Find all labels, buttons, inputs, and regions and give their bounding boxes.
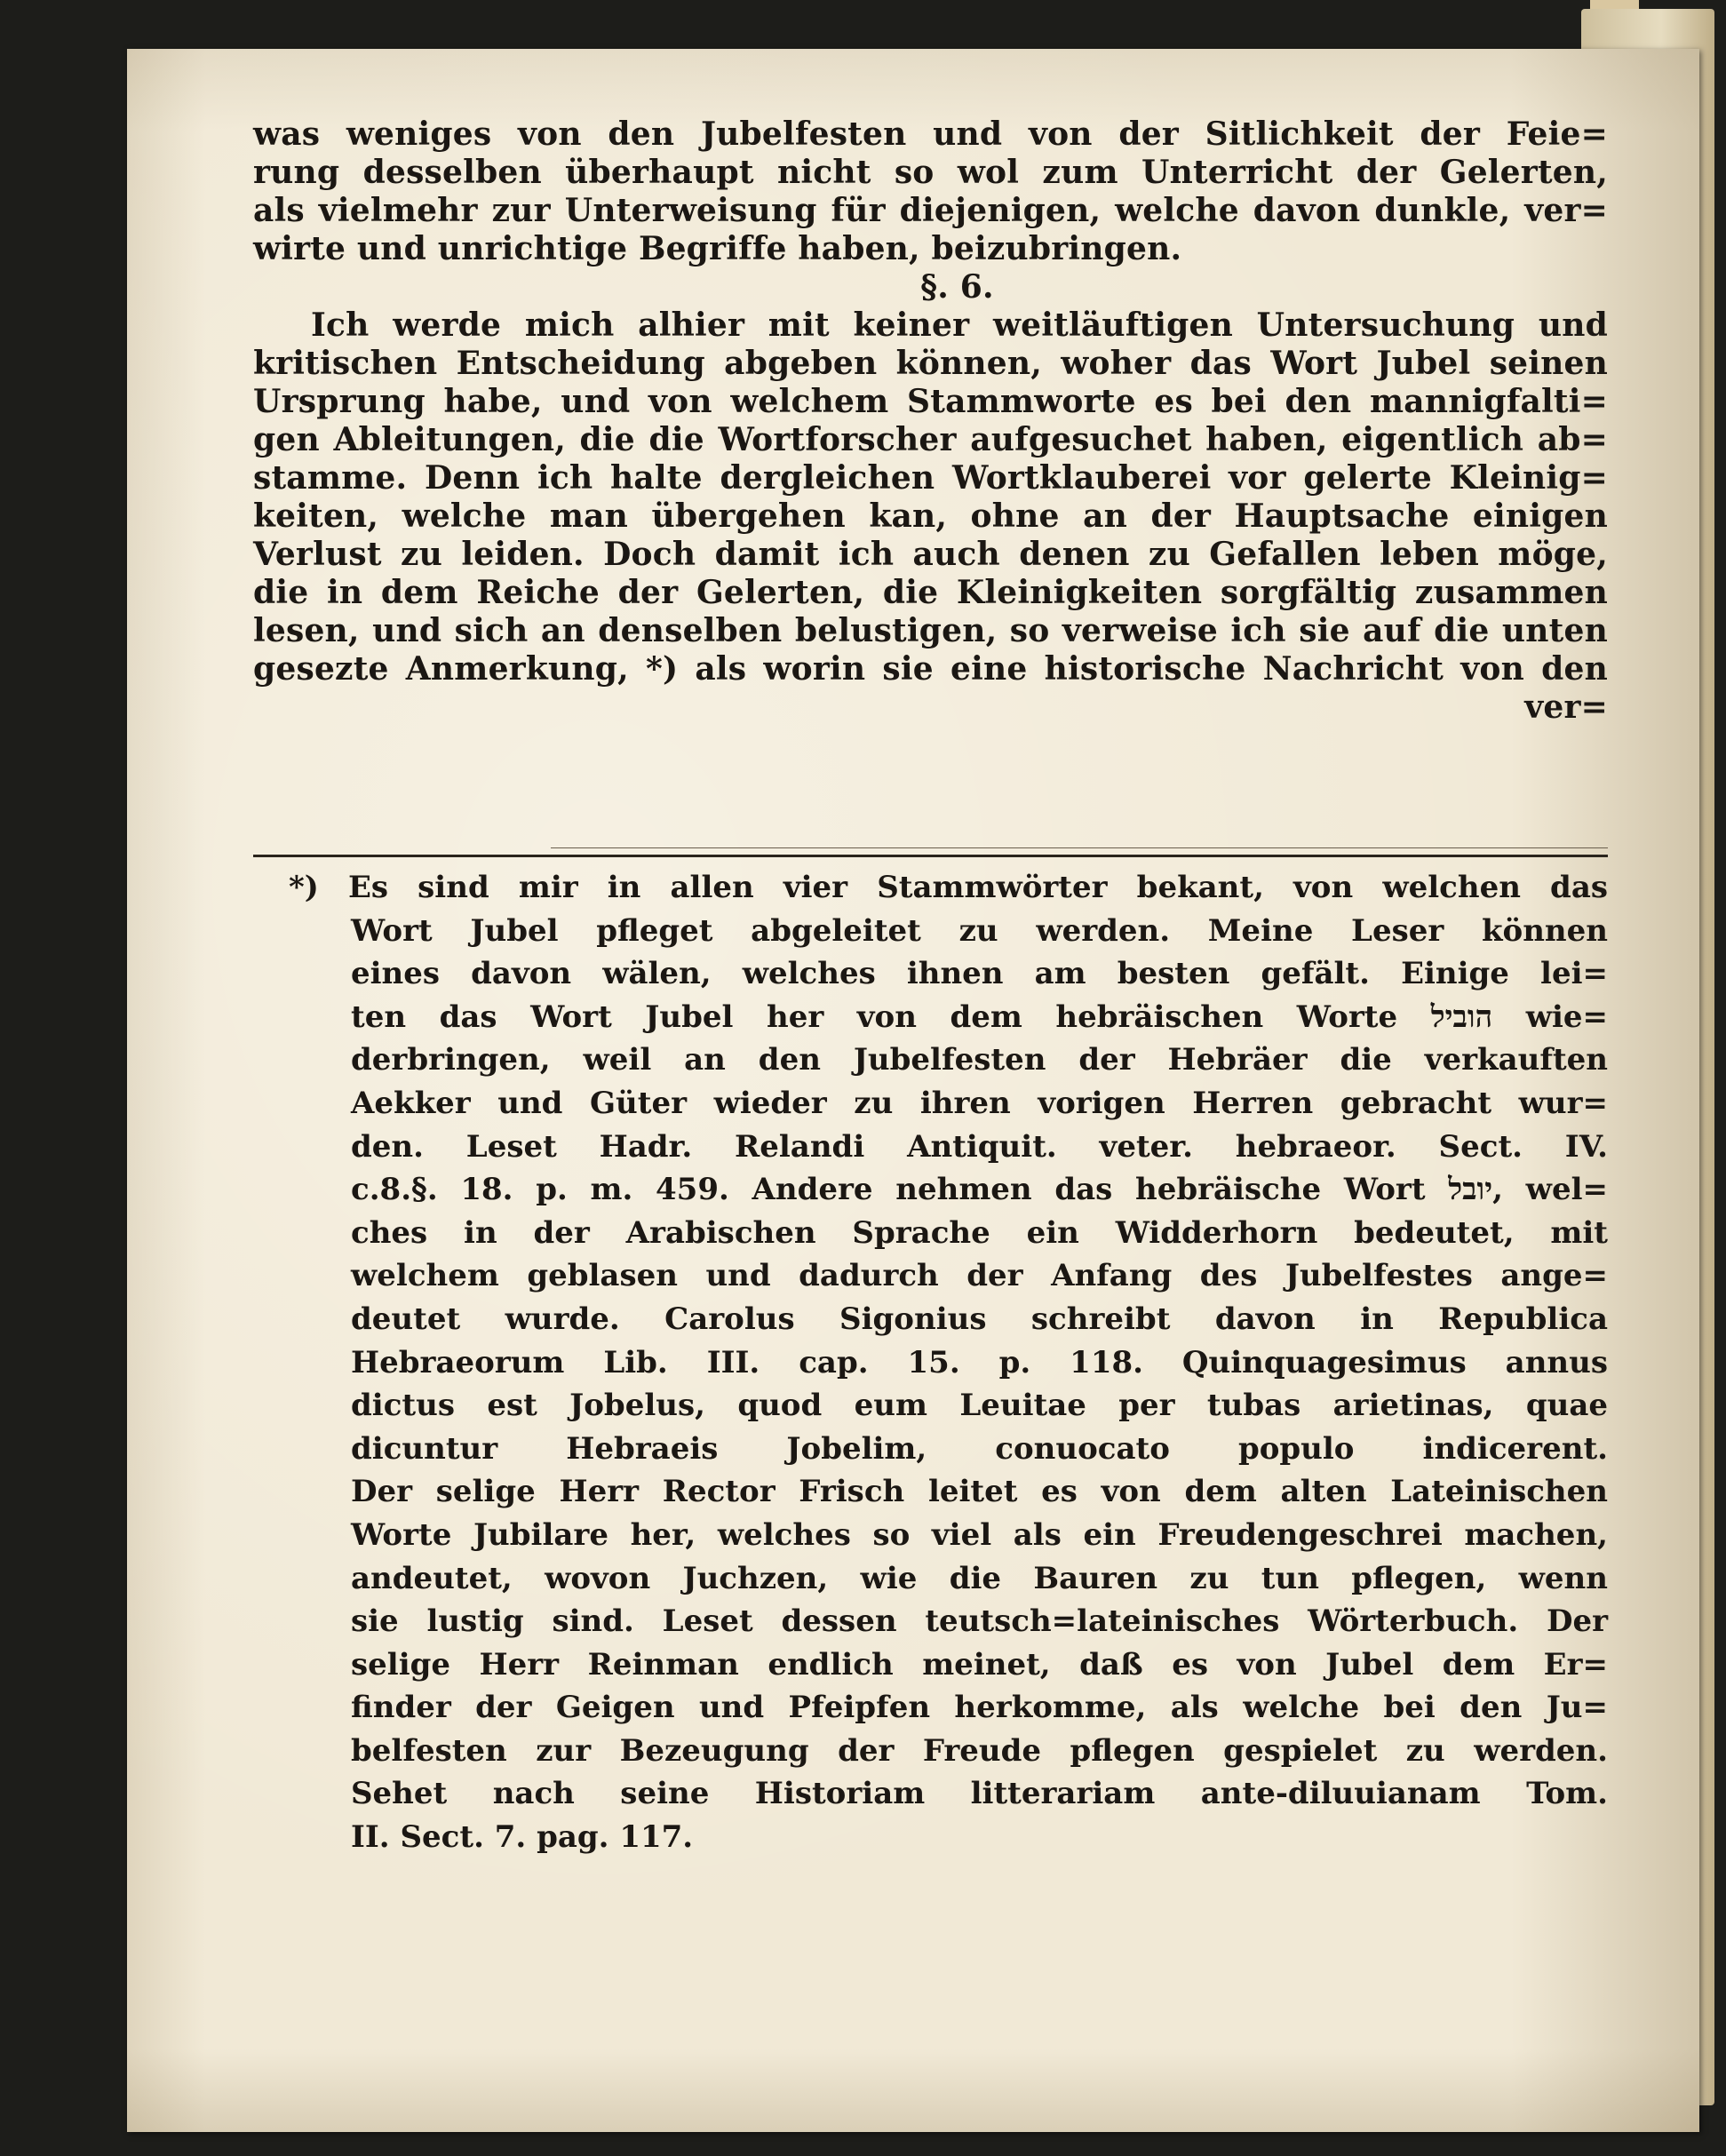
footnote-line: eines davon wälen, welches ihnen am besten gefält. Einige lei= (351, 956, 1608, 992)
footnote-line: derbringen, weil an den Jubelfesten der Hebräer die verkauften (351, 1042, 1608, 1078)
text-line: lesen, und sich an denselben belustigen, so verweise ich sie auf die unten (253, 612, 1608, 649)
text-line: gen Ableitungen, die die Wortforscher aufgesuchet haben, eigentlich ab= (253, 421, 1608, 458)
footnote-line: selige Herr Reinman endlich meinet, daß es von Jubel dem Er= (351, 1646, 1608, 1683)
footnote-line: II. Sect. 7. pag. 117. (351, 1819, 694, 1856)
footnote-line: dicuntur Hebraeis Jobelim, conuocato populo indicerent. (351, 1430, 1608, 1467)
footnote-line: c.8.§. 18. p. m. 459. Andere nehmen das hebräische Wort יובל, wel= (351, 1172, 1608, 1208)
text-line: als vielmehr zur Unterweisung für diejenigen, welche davon dunkle, ver= (253, 192, 1608, 229)
footnote-line: Worte Jubilare her, welches so viel als ein Freudengeschrei machen, (351, 1516, 1608, 1553)
footnote-line: ches in der Arabischen Sprache ein Widderhorn bedeutet, mit (351, 1214, 1608, 1251)
footnote-line: den. Leset Hadr. Relandi Antiquit. veter. hebraeor. Sect. IV. (351, 1128, 1608, 1165)
text-line: keiten, welche man übergehen kan, ohne an der Hauptsache einigen (253, 497, 1608, 535)
footnote-line: dictus est Jobelus, quod eum Leuitae per tubas arietinas, quae (351, 1388, 1608, 1424)
text-line: kritischen Entscheidung abgeben können, woher das Wort Jubel seinen (253, 345, 1608, 382)
footnote-line: sie lustig sind. Leset dessen teutsch=lateinisches Wörterbuch. Der (351, 1603, 1608, 1640)
text-line: gesezte Anmerkung, *) als worin sie eine historische Nachricht von den (253, 650, 1608, 688)
text-line: rung desselben überhaupt nicht so wol zum Unterricht der Gelerten, (253, 154, 1608, 191)
text-line: stamme. Denn ich halte dergleichen Wortklauberei vor gelerte Kleinig= (253, 459, 1608, 497)
footnote-line: deutet wurde. Carolus Sigonius schreibt davon in Republica (351, 1301, 1608, 1337)
footnote-line: Der selige Herr Rector Frisch leitet es von dem alten Lateinischen (351, 1474, 1608, 1510)
footnote-line: Aekker und Güter wieder zu ihren vorigen Herren gebracht wur= (351, 1085, 1608, 1121)
footnote-line: Sehet nach seine Historiam litterariam ante-diluuianam Tom. (351, 1776, 1608, 1812)
text-line: was weniges von den Jubelfesten und von der Sitlichkeit der Feie= (253, 115, 1608, 153)
section-heading: §. 6. (920, 268, 994, 306)
footnote-line: andeutet, wovon Juchzen, wie die Bauren zu tun pflegen, wenn (351, 1560, 1608, 1596)
catchword: ver= (1524, 688, 1608, 726)
footnote-line: ten das Wort Jubel her von dem hebräischen Worte הוביל wie= (351, 998, 1608, 1035)
footnote-line: welchem geblasen und dadurch der Anfang des Jubelfestes ange= (351, 1258, 1608, 1294)
footnote-line: Wort Jubel pfleget abgeleitet zu werden. Meine Leser können (351, 912, 1608, 949)
main-text-block (253, 115, 1608, 727)
text-line: Ich werde mich alhier mit keiner weitläuftigen Untersuchung und (311, 306, 1608, 344)
text-line: Ursprung habe, und von welchem Stammworte es bei den mannigfalti= (253, 383, 1608, 420)
footnote-line: finder der Geigen und Pfeipfen herkomme, als welche bei den Ju= (351, 1690, 1608, 1726)
footnote-rule (253, 855, 1608, 857)
footnote-line: *) Es sind mir in allen vier Stammwörter bekant, von welchen das (289, 870, 1608, 905)
text-line: die in dem Reiche der Gelerten, die Kleinigkeiten sorgfältig zusammen (253, 574, 1608, 611)
footnote-line: belfesten zur Bezeugung der Freude pflegen gespielet zu werden. (351, 1732, 1608, 1769)
footnote-block (253, 866, 1608, 1859)
footnote-rule-thin (551, 847, 1608, 848)
text-line: wirte und unrichtige Begriffe haben, beizubringen. (253, 230, 1182, 267)
footnote-line: Hebraeorum Lib. III. cap. 15. p. 118. Quinquagesimus annus (351, 1344, 1608, 1380)
text-line: Verlust zu leiden. Doch damit ich auch denen zu Gefallen leben möge, (253, 536, 1608, 573)
